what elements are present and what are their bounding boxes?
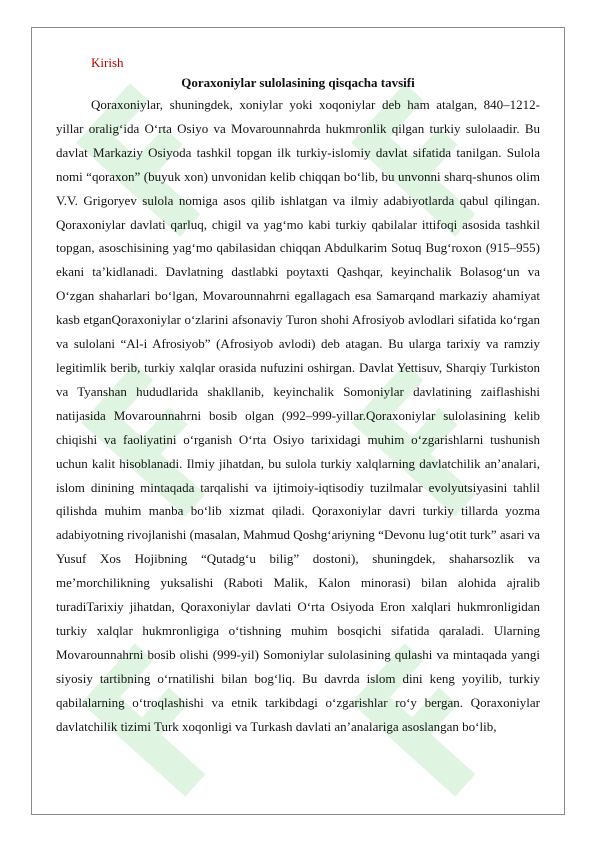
- section-label: Kirish: [91, 55, 124, 70]
- document-title: Qoraxoniylar sulolasining qisqacha tavsifi: [181, 75, 415, 90]
- body-paragraph: Qoraxoniylar, shuningdek, xoniylar yoki xoqoniylar deb ham atalgan, 840–1212-yillar oralig‘ida O‘rta Osiyo va Movarounnahrda hukmronlik qilgan turkiy sulolaadir. Bu davlat Markaziy Osiyoda tashkil topgan ilk turkiy-islomiy davlat sifatida tanilgan. Sulola nomi “qoraxon” (buyuk xon) unvonidan kelib chiqqan bo‘lib, bu unvonni sharq-shunos olim V.V. Grigoryev sulola nomiga asos qilib ishlatgan va ilmiy adabiyotlarda qabul qilingan. Qoraxoniylar davlati qarluq, chigil va yag‘mo kabi turkiy qabilalar ittifoqi asosida tashkil topgan, asoschisining yag‘mo qabilasidan chiqqan Abdulkarim Sotuq Bug‘roxon (915–955) ekani ta’kidlanadi. Davlatning dastlabki poytaxti Qashqar, keyinchalik Bolasog‘un va O‘zgan shaharlari bo‘lgan, Movarounnahrni egallagach esa Samarqand markaziy ahamiyat kasb etganQoraxoniylar o‘zlarini afsonaviy Turon shohi Afrosiyob avlodlari sifatida ko‘rgan va sulolani “Al-i Afrosiyob” (Afrosiyob avlodi) deb atagan. Bu ularga tarixiy va ramziy legitimlik berib, turkiy xalqlar orasida nufuzini oshirgan. Davlat Yettisuv, Sharqiy Turkiston va Tyanshan hududlarida shakllanib, keyinchalik Somoniylar davlatining zaiflashishi natijasida Movarounnahrni bosib olgan (992–999-yillar.Qoraxoniylar sulolasining kelib chiqishi va faoliyatini o‘rganish O‘rta Osiyo tarixidagi muhim o‘zgarishlarni tushunish uchun kalit hisoblanadi. Ilmiy jihatdan, bu sulola turkiy xalqlarning davlatchilik an’analari, islom dinining mintaqada tarqalishi va ijtimoiy-iqtisodiy tuzilmalar evolyutsiyasini tahlil qilishda muhim manba bo‘lib xizmat qiladi. Qoraxoniylar davri turkiy tillarda yozma adabiyotning rivojlanishi (masalan, Mahmud Qoshg‘ariyning “Devonu lug‘otit turk” asari va Yusuf Xos Hojibning “Qutadg‘u bilig” dostoni), shuningdek, shaharsozlik va me’morchilikning yuksalishi (Raboti Malik, Kalon minorasi) bilan alohida ajralib turadiTarixiy jihatdan, Qoraxoniylar davlati O‘rta Osiyoda Eron xalqlari hukmronligidan turkiy xalqlar hukmronligiga o‘tishning muhim bosqichi sifatida qaraladi. Ularning Movarounnahrni bosib olishi (999-yil) Somoniylar sulolasining qulashi va mintaqada yangi siyosiy tartibning o‘rnatilishi bilan bog‘liq. Bu davrda islom dini keng yoyilib, turkiy qabilalarning o‘troqlashishi va etnik tarkibdagi o‘zgarishlar ro‘y bergan. Qoraxoniylar davlatchilik tizimi Turk xoqonligi va Turkash davlati an’analariga asoslangan bo‘lib,: [56, 97, 540, 734]
